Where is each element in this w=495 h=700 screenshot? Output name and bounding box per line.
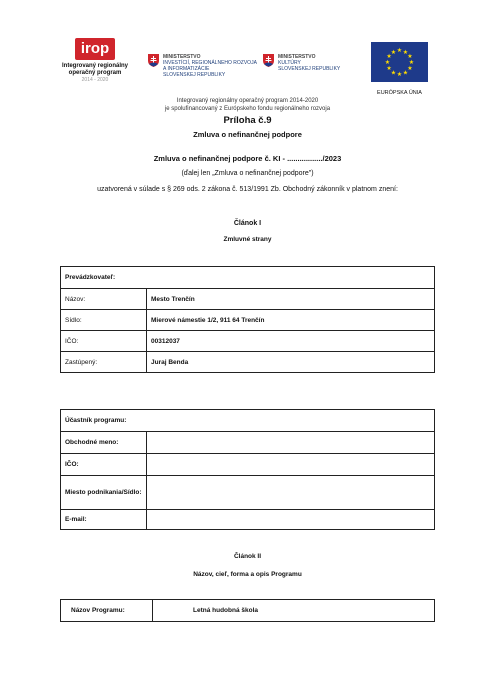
eu-star-icon: ★: [402, 49, 409, 56]
slovak-crest-icon: [148, 54, 159, 67]
operator-name-value: Mesto Trenčín: [147, 289, 435, 310]
participant-company-field[interactable]: [147, 432, 435, 454]
contract-alias: (ďalej len „Zmluva o nefinančnej podpore"): [181, 170, 314, 177]
table-row: [61, 289, 435, 310]
irop-logo-name: Integrovaný regionálny operačný program: [61, 63, 128, 76]
annex-title: Príloha č.9: [223, 115, 272, 126]
eu-logo: [371, 42, 428, 96]
ministry1-line: INVESTÍCIÍ, REGIONÁLNEHO ROZVOJA: [163, 60, 257, 66]
operator-ico-value: 00312037: [147, 331, 435, 352]
operator-seat-value: Mierové námestie 1/2, 911 64 Trenčín: [147, 310, 435, 331]
table-row: [61, 410, 435, 432]
participant-email-label: E-mail:: [61, 510, 147, 530]
participant-company-label: Obchodné meno:: [61, 432, 147, 454]
program-name-value: Letná hudobná škola: [153, 600, 435, 622]
participant-email-field[interactable]: [147, 510, 435, 530]
eu-star-icon: ★: [390, 49, 397, 56]
eu-star-icon: ★: [386, 66, 392, 73]
ministry1-line: A INFORMATIZÁCIE: [163, 66, 210, 72]
table-row: [61, 600, 435, 622]
table-row: [61, 432, 435, 454]
table-row: [61, 510, 435, 530]
contract-number: Zmluva o nefinančnej podpore č. KI - ................./2023: [153, 154, 342, 163]
participant-header: Účastník programu:: [61, 410, 435, 432]
ministry-culture-text: [278, 54, 340, 72]
article2-subtitle: Názov, cieľ, forma a opis Programu: [193, 571, 302, 578]
eu-caption: EURÓPSKA ÚNIA: [377, 90, 422, 96]
operator-representative-label: Zastúpený:: [61, 352, 147, 373]
eu-star-icon: ★: [396, 72, 403, 79]
participant-ico-label: IČO:: [61, 454, 147, 476]
operator-ico-label: IČO:: [61, 331, 147, 352]
slovak-crest-icon: [263, 54, 274, 67]
table-row: [61, 476, 435, 510]
operator-name-label: Názov:: [61, 289, 147, 310]
table-row: [61, 310, 435, 331]
program-cofinancing-note: [0, 97, 495, 113]
ministry2-line: SLOVENSKEJ REPUBLIKY: [278, 66, 341, 72]
ministry2-line: KULTÚRY: [278, 60, 301, 66]
article1-subtitle: Zmluvné strany: [223, 236, 272, 243]
eu-star-icon: ★: [390, 70, 397, 77]
table-row: [61, 267, 435, 289]
irop-logo-years: 2014 - 2020: [81, 77, 109, 83]
program-table: [60, 599, 435, 622]
table-row: [61, 352, 435, 373]
ministry2-line: MINISTERSTVO: [278, 54, 316, 60]
ministry-investments-logo: [148, 54, 258, 78]
operator-table: [60, 266, 435, 373]
ministry1-line: MINISTERSTVO: [163, 54, 201, 60]
program-note-line: je spolufinancovaný z Európskeho fondu regionálneho rozvoja: [164, 106, 331, 112]
eu-star-icon: ★: [396, 48, 403, 55]
program-name-label: Názov Programu:: [61, 600, 153, 622]
eu-flag-icon: [371, 42, 428, 82]
operator-representative-value: Juraj Benda: [147, 352, 435, 373]
eu-star-icon: ★: [402, 70, 409, 77]
article1-title: Článok I: [233, 220, 262, 227]
participant-table: [60, 409, 435, 530]
article2-title: Článok II: [233, 553, 262, 560]
eu-star-icon: ★: [407, 66, 413, 73]
participant-seat-label: Miesto podnikania/Sídlo:: [61, 476, 147, 510]
eu-star-icon: ★: [407, 54, 413, 61]
irop-logo: [60, 38, 130, 83]
eu-star-icon: ★: [386, 54, 392, 61]
table-row: [61, 331, 435, 352]
document-title: Zmluva o nefinančnej podpore: [193, 130, 302, 139]
legal-basis: uzatvorená v súlade s § 269 ods. 2 zákona č. 513/1991 Zb. Obchodný zákonník v platnom znení:: [97, 186, 398, 193]
eu-star-icon: ★: [384, 60, 391, 67]
logos-row: [0, 34, 495, 96]
eu-star-icon: ★: [408, 60, 415, 67]
ministry-investments-text: [163, 54, 257, 78]
ministry1-line: SLOVENSKEJ REPUBLIKY: [163, 72, 226, 78]
participant-ico-field[interactable]: [147, 454, 435, 476]
operator-header: Prevádzkovateľ:: [61, 267, 435, 289]
participant-seat-field[interactable]: [147, 476, 435, 510]
table-row: [61, 454, 435, 476]
operator-seat-label: Sídlo:: [61, 310, 147, 331]
ministry-culture-logo: [263, 54, 343, 72]
program-note-line: Integrovaný regionálny operačný program 2014-2020: [176, 98, 319, 104]
irop-logo-mark: irop: [75, 38, 115, 60]
